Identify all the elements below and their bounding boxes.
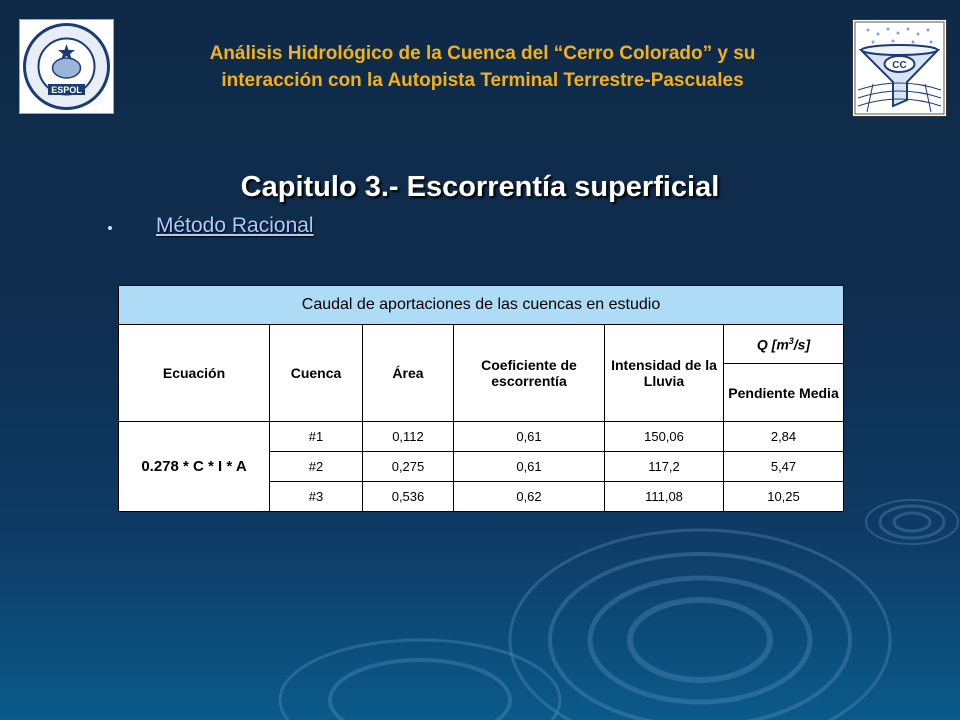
title-line-2: interacción con la Autopista Terminal Terrestre-Pascuales xyxy=(221,70,744,91)
coef-cell: 0,61 xyxy=(454,452,605,482)
espol-logo xyxy=(19,19,114,114)
presentation-title xyxy=(125,40,840,94)
header-pendiente: Pendiente Media xyxy=(724,364,844,422)
equation-cell: 0.278 * C * I * A xyxy=(119,422,270,512)
intensidad-cell: 111,08 xyxy=(605,482,724,512)
header-ecuacion: Ecuación xyxy=(119,325,270,422)
header-coeficiente: Coeficiente de escorrentía xyxy=(454,325,605,422)
cuenca-cell: #1 xyxy=(270,422,363,452)
intensidad-cell: 117,2 xyxy=(605,452,724,482)
header-area: Área xyxy=(363,325,454,422)
svg-text:ESPOL: ESPOL xyxy=(51,85,82,95)
metodo-racional-link[interactable]: Método Racional xyxy=(156,214,314,237)
espol-seal-icon xyxy=(20,20,113,113)
header-intensidad: Intensidad de la Lluvia xyxy=(605,325,724,422)
table-row xyxy=(119,422,844,452)
funnel-icon xyxy=(853,20,946,116)
coef-cell: 0,61 xyxy=(454,422,605,452)
q-cell: 2,84 xyxy=(724,422,844,452)
coef-cell: 0,62 xyxy=(454,482,605,512)
bullet-icon xyxy=(108,226,112,230)
q-prefix: Q [m xyxy=(756,336,789,353)
cuenca-cell: #2 xyxy=(270,452,363,482)
cuenca-cell: #3 xyxy=(270,482,363,512)
header-cuenca: Cuenca xyxy=(270,325,363,422)
q-cell: 5,47 xyxy=(724,452,844,482)
flow-table xyxy=(118,285,844,512)
header-q xyxy=(724,325,844,364)
cc-funnel-logo xyxy=(852,19,947,117)
area-cell: 0,275 xyxy=(363,452,454,482)
area-cell: 0,112 xyxy=(363,422,454,452)
q-exponent: 3 xyxy=(788,335,794,346)
title-line-1: Análisis Hidrológico de la Cuenca del “Cerro Colorado” y su xyxy=(209,43,756,64)
q-cell: 10,25 xyxy=(724,482,844,512)
q-suffix: /s] xyxy=(793,336,811,353)
table-caption: Caudal de aportaciones de las cuencas en estudio xyxy=(119,286,844,325)
intensidad-cell: 150,06 xyxy=(605,422,724,452)
logo-cc-text: CC xyxy=(892,60,907,71)
chapter-title: Capitulo 3.- Escorrentía superficial xyxy=(240,171,720,203)
area-cell: 0,536 xyxy=(363,482,454,512)
